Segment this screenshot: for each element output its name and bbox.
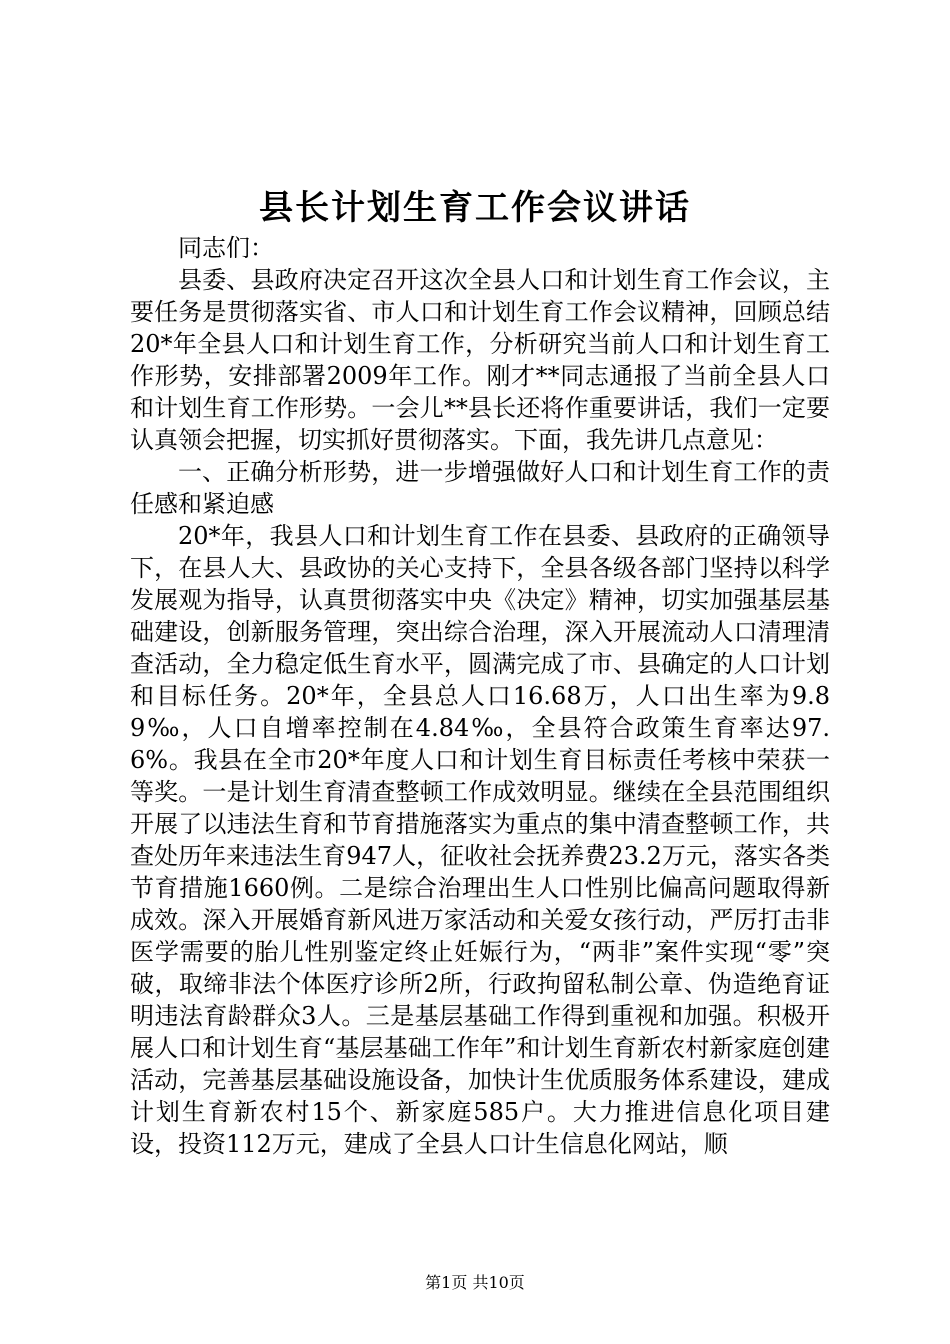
document-title: 县长计划生育工作会议讲话: [259, 188, 691, 228]
section-heading-1: 一、正确分析形势，进一步增强做好人口和计划生育工作的责任感和紧迫感: [130, 458, 830, 518]
salutation: 同志们：: [178, 234, 274, 262]
paragraph-intro: 县委、县政府决定召开这次全县人口和计划生育工作会议，主要任务是贯彻落实省、市人口和计划生育工作会议精神，回顾总结20*年全县人口和计划生育工作，分析研究当前人口和计划生育工作形势，安排部署2009年工作。刚才**同志通报了当前全县人口和计划生育工作形势。一会儿**县长还将作重要讲话，我们一定要认真领会把握，切实抓好贯彻落实。下面，我先讲几点意见：: [130, 266, 830, 454]
paragraph-review: 20*年，我县人口和计划生育工作在县委、县政府的正确领导下，在县人大、县政协的关心支持下，全县各级各部门坚持以科学发展观为指导，认真贯彻落实中央《决定》精神，切实加强基层基础建设，创新服务管理，突出综合治理，深入开展流动人口清理清查活动，全力稳定低生育水平，圆满完成了市、县确定的人口计划和目标任务。20*年，全县总人口16.68万，人口出生率为9.89‰，人口自增率控制在4.84‰，全县符合政策生育率达97.6%。我县在全市20*年度人口和计划生育目标责任考核中荣获一等奖。一是计划生育清查整顿工作成效明显。继续在全县范围组织开展了以违法生育和节育措施落实为重点的集中清查整顿工作，共查处历年来违法生育947人，征收社会抚养费23.2万元，落实各类节育措施1660例。二是综合治理出生人口性别比偏高问题取得新成效。深入开展婚育新风进万家活动和关爱女孩行动，严厉打击非医学需要的胎儿性别鉴定终止妊娠行为，“两非”案件实现“零”突破，取缔非法个体医疗诊所2所，行政拘留私制公章、伪造绝育证明违法育龄群众3人。三是基层基础工作得到重视和加强。积极开展人口和计划生育“基层基础工作年”和计划生育新农村新家庭创建活动，完善基层基础设施设备，加快计生优质服务体系建设，建成计划生育新农村15个、新家庭585户。大力推进信息化项目建设，投资112万元，建成了全县人口计生信息化网站，顺: [130, 522, 830, 1158]
page-number-footer: 第1页 共10页: [425, 1273, 525, 1292]
document-body: [130, 232, 830, 1160]
